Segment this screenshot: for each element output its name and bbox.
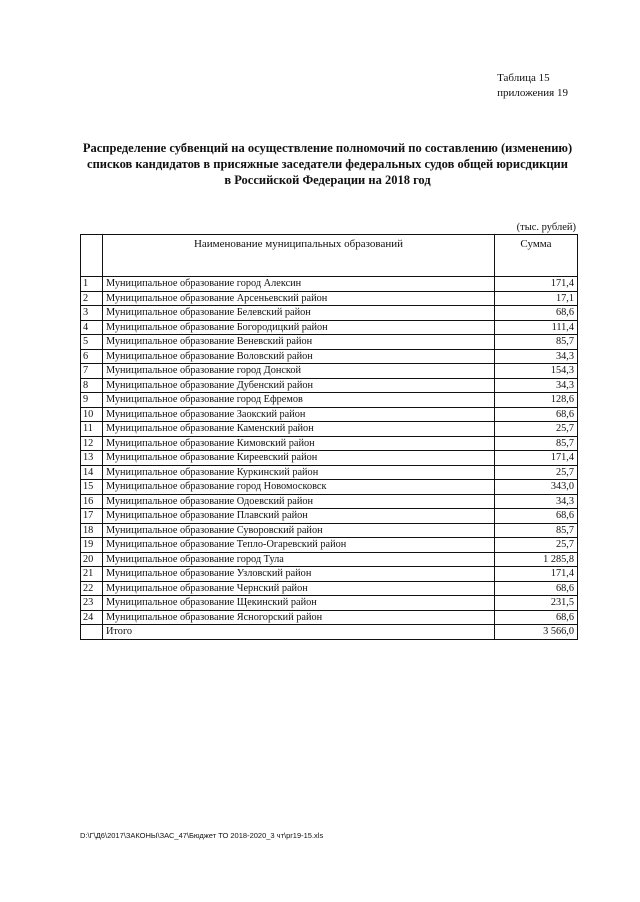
row-sum: 68,6 xyxy=(495,509,578,524)
row-number: 14 xyxy=(81,465,103,480)
row-name: Муниципальное образование Плавский район xyxy=(103,509,495,524)
row-name: Муниципальное образование Белевский район xyxy=(103,306,495,321)
row-sum: 85,7 xyxy=(495,523,578,538)
table-row xyxy=(81,581,578,596)
row-name: Муниципальное образование Арсеньевский район xyxy=(103,291,495,306)
row-number: 17 xyxy=(81,509,103,524)
file-path-footer: D:\Г\Д6\2017\ЗАКОНЫ\ЗАС_47\Бюджет ТО 2018-2020_3 чт\pr19-15.xls xyxy=(80,831,324,840)
row-number: 1 xyxy=(81,277,103,292)
row-name: Муниципальное образование Каменский район xyxy=(103,422,495,437)
table-row xyxy=(81,335,578,350)
row-sum: 25,7 xyxy=(495,422,578,437)
row-name: Муниципальное образование Воловский район xyxy=(103,349,495,364)
total-row xyxy=(81,625,578,640)
row-sum: 85,7 xyxy=(495,335,578,350)
table-row xyxy=(81,422,578,437)
row-number: 11 xyxy=(81,422,103,437)
row-name: Муниципальное образование город Новомосковск xyxy=(103,480,495,495)
row-sum: 17,1 xyxy=(495,291,578,306)
row-name: Муниципальное образование Щекинский район xyxy=(103,596,495,611)
row-number: 2 xyxy=(81,291,103,306)
table-row xyxy=(81,378,578,393)
subsidy-table xyxy=(80,234,578,640)
row-name: Муниципальное образование Веневский район xyxy=(103,335,495,350)
row-number: 4 xyxy=(81,320,103,335)
table-row xyxy=(81,451,578,466)
table-row xyxy=(81,480,578,495)
row-number: 18 xyxy=(81,523,103,538)
row-number: 20 xyxy=(81,552,103,567)
table-number: Таблица 15 xyxy=(497,72,550,84)
row-name: Муниципальное образование город Тула xyxy=(103,552,495,567)
row-number: 23 xyxy=(81,596,103,611)
table-row xyxy=(81,364,578,379)
row-name: Муниципальное образование Тепло-Огаревский район xyxy=(103,538,495,553)
row-sum: 25,7 xyxy=(495,465,578,480)
table-row xyxy=(81,393,578,408)
table-row xyxy=(81,465,578,480)
row-name: Муниципальное образование город Донской xyxy=(103,364,495,379)
table-header-row xyxy=(81,235,578,277)
table-row xyxy=(81,306,578,321)
row-name: Муниципальное образование Заокский район xyxy=(103,407,495,422)
row-sum: 34,3 xyxy=(495,494,578,509)
row-name: Муниципальное образование город Ефремов xyxy=(103,393,495,408)
table-reference xyxy=(497,71,568,101)
row-sum: 1 285,8 xyxy=(495,552,578,567)
table-row xyxy=(81,277,578,292)
table-row xyxy=(81,320,578,335)
row-sum: 171,4 xyxy=(495,277,578,292)
table-row xyxy=(81,552,578,567)
table-row xyxy=(81,509,578,524)
row-sum: 34,3 xyxy=(495,378,578,393)
table-row xyxy=(81,291,578,306)
table-row xyxy=(81,610,578,625)
row-number: 19 xyxy=(81,538,103,553)
row-number: 13 xyxy=(81,451,103,466)
table-row xyxy=(81,523,578,538)
row-name: Муниципальное образование Ясногорский район xyxy=(103,610,495,625)
row-sum: 171,4 xyxy=(495,451,578,466)
table-row xyxy=(81,538,578,553)
table-row xyxy=(81,567,578,582)
row-sum: 171,4 xyxy=(495,567,578,582)
table-row xyxy=(81,349,578,364)
row-number: 16 xyxy=(81,494,103,509)
row-number: 22 xyxy=(81,581,103,596)
row-name: Муниципальное образование Одоевский район xyxy=(103,494,495,509)
row-number: 7 xyxy=(81,364,103,379)
row-sum: 85,7 xyxy=(495,436,578,451)
row-name: Муниципальное образование Куркинский район xyxy=(103,465,495,480)
row-number: 10 xyxy=(81,407,103,422)
row-number: 8 xyxy=(81,378,103,393)
row-number: 6 xyxy=(81,349,103,364)
row-number: 5 xyxy=(81,335,103,350)
title-line-1: Распределение субвенций на осуществление полномочий по составлению (изменению) xyxy=(82,141,573,155)
row-sum: 68,6 xyxy=(495,306,578,321)
table-row xyxy=(81,436,578,451)
table-row xyxy=(81,407,578,422)
row-name: Муниципальное образование город Алексин xyxy=(103,277,495,292)
total-sum: 3 566,0 xyxy=(495,625,578,640)
row-sum: 128,6 xyxy=(495,393,578,408)
row-sum: 25,7 xyxy=(495,538,578,553)
row-sum: 68,6 xyxy=(495,407,578,422)
row-name: Муниципальное образование Кимовский район xyxy=(103,436,495,451)
row-name: Муниципальное образование Богородицкий район xyxy=(103,320,495,335)
total-label: Итого xyxy=(103,625,495,640)
table-row xyxy=(81,596,578,611)
title-line-3: в Российской Федерации на 2018 год xyxy=(224,173,431,187)
row-number: 12 xyxy=(81,436,103,451)
row-name: Муниципальное образование Суворовский район xyxy=(103,523,495,538)
unit-label: (тыс. рублей) xyxy=(516,222,576,233)
row-number: 9 xyxy=(81,393,103,408)
row-number: 24 xyxy=(81,610,103,625)
row-sum: 231,5 xyxy=(495,596,578,611)
row-sum: 34,3 xyxy=(495,349,578,364)
row-sum: 111,4 xyxy=(495,320,578,335)
header-num-cell xyxy=(81,235,103,277)
row-name: Муниципальное образование Чернский район xyxy=(103,581,495,596)
row-number: 21 xyxy=(81,567,103,582)
appendix-number: приложения 19 xyxy=(497,87,568,99)
row-number: 3 xyxy=(81,306,103,321)
row-name: Муниципальное образование Дубенский район xyxy=(103,378,495,393)
total-num-cell xyxy=(81,625,103,640)
row-sum: 154,3 xyxy=(495,364,578,379)
row-name: Муниципальное образование Узловский район xyxy=(103,567,495,582)
document-title xyxy=(70,140,585,188)
row-number: 15 xyxy=(81,480,103,495)
header-sum-cell: Сумма xyxy=(495,235,578,277)
row-sum: 343,0 xyxy=(495,480,578,495)
header-name-cell: Наименование муниципальных образований xyxy=(103,235,495,277)
row-sum: 68,6 xyxy=(495,581,578,596)
title-line-2: списков кандидатов в присяжные заседатели федеральных судов общей юрисдикции xyxy=(87,157,568,171)
row-sum: 68,6 xyxy=(495,610,578,625)
row-name: Муниципальное образование Киреевский район xyxy=(103,451,495,466)
table-row xyxy=(81,494,578,509)
